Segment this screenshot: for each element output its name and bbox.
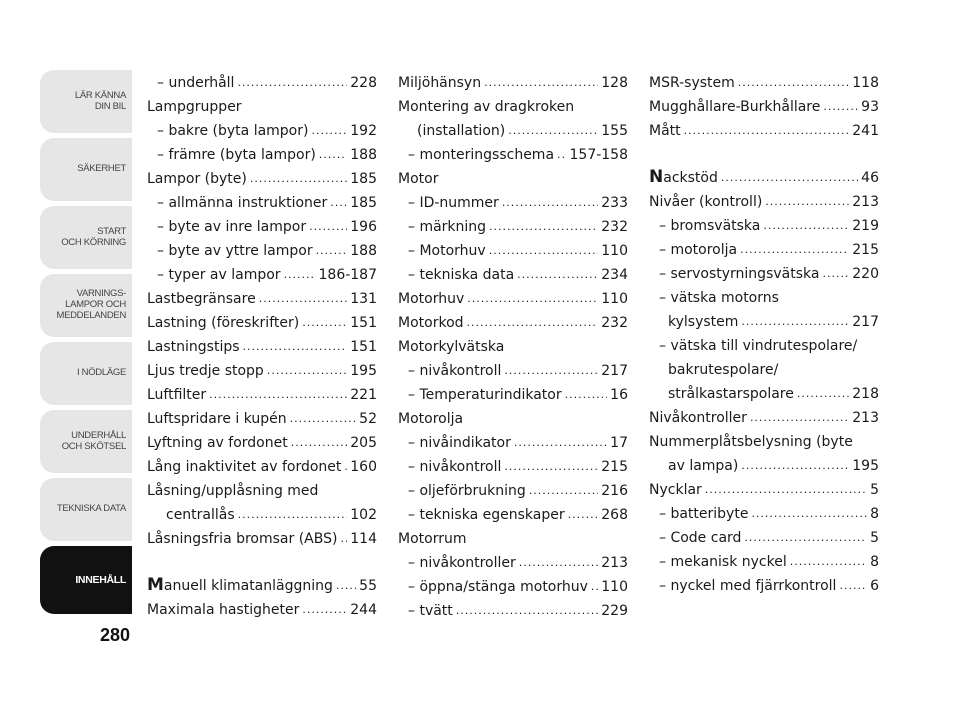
index-entry[interactable]: [147, 455, 377, 479]
index-entry-label: – nivåindikator: [408, 435, 511, 451]
index-entry[interactable]: [649, 310, 879, 334]
dot-leader: [741, 310, 849, 334]
index-entry-label: Nummerplåtsbelysning (byte: [649, 434, 853, 450]
index-entry-label: – nivåkontroller: [408, 555, 516, 571]
dot-leader: [565, 383, 608, 407]
index-entry-page: 93: [861, 99, 879, 115]
index-entry-page: 5: [870, 482, 879, 498]
index-entry-label: MSR-system: [649, 75, 735, 91]
index-entry-label: – nivåkontroll: [408, 363, 502, 379]
tab-underhall[interactable]: UNDERHÅLL OCH SKÖTSEL: [40, 410, 132, 473]
index-entry[interactable]: [649, 165, 879, 190]
index-entry-page: 52: [359, 411, 377, 427]
dot-leader: [751, 502, 867, 526]
index-entry-page: 218: [852, 386, 879, 402]
dot-leader: [529, 479, 598, 503]
index-entry-label: Lampor (byte): [147, 171, 247, 187]
index-entry[interactable]: [147, 527, 377, 551]
index-entry-page: 188: [350, 147, 377, 163]
dot-leader: [721, 166, 858, 190]
index-entry[interactable]: [398, 599, 628, 623]
index-entry[interactable]: [649, 214, 879, 238]
index-entry-label: – nivåkontroll: [408, 459, 502, 475]
index-entry[interactable]: [649, 502, 879, 526]
index-entry[interactable]: [398, 503, 628, 527]
index-entry-label: – byte av inre lampor: [157, 219, 307, 235]
index-entry[interactable]: [147, 143, 377, 167]
index-entry[interactable]: [398, 383, 628, 407]
index-entry-page: 102: [350, 507, 377, 523]
dot-leader: [209, 383, 347, 407]
index-entry-page: 228: [350, 75, 377, 91]
dot-leader: [740, 238, 849, 262]
index-entry-label: – vätska motorns: [659, 290, 779, 306]
index-entry-label: Nackstöd: [649, 167, 718, 187]
dot-leader: [765, 190, 849, 214]
dot-leader: [705, 478, 867, 502]
index-entry-label: – Temperaturindikator: [408, 387, 562, 403]
index-entry-page: 219: [852, 218, 879, 234]
index-entry[interactable]: [649, 526, 879, 550]
index-entry-page: 217: [852, 314, 879, 330]
index-entry[interactable]: [398, 551, 628, 575]
index-entry-page: 110: [601, 291, 628, 307]
index-entry-page: 46: [861, 170, 879, 186]
dot-leader: [456, 599, 598, 623]
dot-leader: [340, 527, 347, 551]
dot-leader: [504, 455, 598, 479]
index-entry-label: – mekanisk nyckel: [659, 554, 787, 570]
dot-leader: [504, 359, 598, 383]
index-entry-label: – monteringsschema: [408, 147, 555, 163]
tab-varningslampor[interactable]: VARNINGS- LAMPOR OCH MEDDELANDEN: [40, 274, 132, 337]
dot-leader: [790, 550, 867, 574]
index-entry-label: Luftspridare i kupén: [147, 411, 287, 427]
index-entry-label: – oljeförbrukning: [408, 483, 526, 499]
tab-start-och-korning[interactable]: START OCH KÖRNING: [40, 206, 132, 269]
index-entry-page: 229: [601, 603, 628, 619]
index-entry[interactable]: [649, 95, 879, 119]
index-entry-page: 6: [870, 578, 879, 594]
index-entry-label: Mått: [649, 123, 681, 139]
index-entry[interactable]: [398, 311, 628, 335]
index-entry-page: 216: [601, 483, 628, 499]
section-gap: [147, 551, 377, 573]
dot-leader: [316, 239, 348, 263]
dot-leader: [508, 119, 598, 143]
index-entry-page: 195: [852, 458, 879, 474]
dot-leader: [797, 382, 849, 406]
section-initial: N: [649, 167, 664, 187]
index-entry-page: 192: [350, 123, 377, 139]
dot-leader: [237, 71, 347, 95]
index-entry-page: 221: [350, 387, 377, 403]
index-entry-label: Lastbegränsare: [147, 291, 256, 307]
index-entry-label: Ljus tredje stopp: [147, 363, 264, 379]
index-entry-label: Lastningstips: [147, 339, 240, 355]
dot-leader: [489, 215, 598, 239]
index-entry[interactable]: [398, 143, 628, 167]
index-entry[interactable]: [147, 239, 377, 263]
index-entry-page: 217: [601, 363, 628, 379]
index-column-2: [398, 71, 628, 623]
dot-leader: [336, 574, 356, 598]
dot-leader: [557, 143, 566, 167]
index-entry-label: Lampgrupper: [147, 99, 242, 115]
index-entry-label: Nycklar: [649, 482, 702, 498]
dot-leader: [290, 407, 357, 431]
index-entry-page: 131: [350, 291, 377, 307]
index-entry[interactable]: [147, 335, 377, 359]
index-entry-page: 55: [359, 578, 377, 594]
index-entry[interactable]: [398, 263, 628, 287]
index-entry-page: 268: [601, 507, 628, 523]
dot-leader: [330, 191, 347, 215]
dot-leader: [823, 95, 858, 119]
index-entry-page: 155: [601, 123, 628, 139]
dot-leader: [484, 71, 598, 95]
index-entry-label: Låsning/upplåsning med: [147, 483, 319, 499]
index-entry-label: Motorolja: [398, 411, 464, 427]
dot-leader: [568, 503, 599, 527]
index-entry[interactable]: [398, 407, 628, 431]
index-entry-label: – motorolja: [659, 242, 738, 258]
index-entry-label: Lång inaktivitet av fordonet: [147, 459, 342, 475]
index-entry[interactable]: [649, 406, 879, 430]
index-entry-label: – typer av lampor: [157, 267, 281, 283]
dot-leader: [763, 214, 849, 238]
index-entry-label: – Motorhuv: [408, 243, 486, 259]
index-entry[interactable]: [147, 287, 377, 311]
index-entry[interactable]: [398, 335, 628, 359]
index-entry-page: 17: [610, 435, 628, 451]
index-entry[interactable]: [649, 550, 879, 574]
index-entry[interactable]: [147, 479, 377, 503]
dot-leader: [284, 263, 316, 287]
index-entry[interactable]: [147, 167, 377, 191]
index-entry-label: Lastning (föreskrifter): [147, 315, 300, 331]
index-entry[interactable]: [398, 479, 628, 503]
dot-leader: [250, 167, 347, 191]
index-entry[interactable]: [147, 119, 377, 143]
index-entry-label: – tekniska egenskaper: [408, 507, 565, 523]
index-entry-label: Motor: [398, 171, 439, 187]
tab-innehall[interactable]: INNEHÅLL: [40, 546, 132, 614]
index-entry[interactable]: [398, 119, 628, 143]
index-entry-label: – nyckel med fjärrkontroll: [659, 578, 837, 594]
dot-leader: [489, 239, 599, 263]
index-column-1: [147, 71, 377, 622]
index-entry-label: Lyftning av fordonet: [147, 435, 288, 451]
index-entry-page: 233: [601, 195, 628, 211]
index-entry[interactable]: [147, 191, 377, 215]
index-entry-page: 128: [601, 75, 628, 91]
dot-leader: [243, 335, 348, 359]
index-entry[interactable]: [147, 95, 377, 119]
index-entry[interactable]: [398, 71, 628, 95]
index-entry-page: 8: [870, 506, 879, 522]
index-entry-label: centrallås: [166, 507, 235, 523]
index-entry-label: av lampa): [668, 458, 739, 474]
dot-leader: [291, 431, 348, 455]
index-entry[interactable]: [649, 238, 879, 262]
index-entry-label: Manuell klimatanläggning: [147, 575, 333, 595]
index-entry-label: Nivåkontroller: [649, 410, 747, 426]
index-entry-page: 160: [350, 459, 377, 475]
chapter-tabs: [40, 70, 132, 619]
index-entry-page: 195: [350, 363, 377, 379]
index-entry-page: 213: [852, 194, 879, 210]
dot-leader: [738, 71, 849, 95]
index-entry-page: 234: [601, 267, 628, 283]
index-entry-page: 151: [350, 315, 377, 331]
index-entry-page: 185: [350, 195, 377, 211]
index-entry[interactable]: [147, 598, 377, 622]
index-entry-label: – tvätt: [408, 603, 453, 619]
index-entry-label: Montering av dragkroken: [398, 99, 575, 115]
index-entry[interactable]: [147, 263, 377, 287]
index-entry[interactable]: [147, 215, 377, 239]
index-entry-page: 157-158: [569, 147, 628, 163]
index-entry[interactable]: [147, 573, 377, 598]
index-entry[interactable]: [147, 383, 377, 407]
index-entry-label: – öppna/stänga motorhuv: [408, 579, 588, 595]
index-entry[interactable]: [398, 455, 628, 479]
index-entry-page: 8: [870, 554, 879, 570]
index-entry-label: kylsystem: [668, 314, 739, 330]
index-entry[interactable]: [649, 430, 879, 454]
dot-leader: [684, 119, 850, 143]
dot-leader: [514, 431, 607, 455]
index-entry-label: Motorrum: [398, 531, 467, 547]
dot-leader: [744, 526, 867, 550]
index-entry-label: – batteribyte: [659, 506, 749, 522]
index-entry-label: Miljöhänsyn: [398, 75, 482, 91]
index-entry-page: 215: [601, 459, 628, 475]
index-entry[interactable]: [147, 359, 377, 383]
index-entry-page: 186-187: [318, 267, 377, 283]
index-entry[interactable]: [147, 431, 377, 455]
dot-leader: [259, 287, 348, 311]
index-entry[interactable]: [649, 358, 879, 382]
index-entry[interactable]: [649, 382, 879, 406]
index-entry-label: – underhåll: [157, 75, 235, 91]
index-entry-page: 5: [870, 530, 879, 546]
index-entry[interactable]: [398, 287, 628, 311]
index-entry-label: – vätska till vindrutespolare/: [659, 338, 858, 354]
dot-leader: [302, 311, 347, 335]
dot-leader: [502, 191, 598, 215]
dot-leader: [839, 574, 867, 598]
index-entry-label: Mugghållare-Burkhållare: [649, 99, 821, 115]
index-entry[interactable]: [147, 71, 377, 95]
dot-leader: [591, 575, 598, 599]
index-entry-page: 213: [601, 555, 628, 571]
dot-leader: [519, 551, 598, 575]
index-entry[interactable]: [398, 167, 628, 191]
index-entry-page: 244: [350, 602, 377, 618]
index-entry-label: (installation): [417, 123, 506, 139]
index-entry-label: – ID-nummer: [408, 195, 499, 211]
index-entry[interactable]: [649, 262, 879, 286]
index-entry[interactable]: [398, 359, 628, 383]
index-entry[interactable]: [649, 478, 879, 502]
tab-i-nodlage[interactable]: I NÖDLÄGE: [40, 342, 132, 405]
index-entry-label: – främre (byta lampor): [157, 147, 316, 163]
section-initial: M: [147, 575, 164, 595]
index-entry-label: – tekniska data: [408, 267, 515, 283]
index-entry-page: 232: [601, 219, 628, 235]
dot-leader: [741, 454, 849, 478]
index-entry-page: 16: [610, 387, 628, 403]
page-number: 280: [100, 625, 131, 645]
index-entry-page: 215: [852, 242, 879, 258]
dot-leader: [750, 406, 849, 430]
index-entry-page: 110: [601, 243, 628, 259]
index-entry-page: 151: [350, 339, 377, 355]
index-entry-page: 232: [601, 315, 628, 331]
index-entry[interactable]: [398, 527, 628, 551]
index-entry-page: 118: [852, 75, 879, 91]
index-entry-label: – bakre (byta lampor): [157, 123, 309, 139]
index-entry[interactable]: [398, 431, 628, 455]
index-entry[interactable]: [649, 71, 879, 95]
index-entry-label: Låsningsfria bromsar (ABS): [147, 531, 338, 547]
index-entry-page: 114: [350, 531, 377, 547]
dot-leader: [467, 311, 599, 335]
index-entry-label: Motorkod: [398, 315, 464, 331]
dot-leader: [319, 143, 347, 167]
index-entry-label: Motorkylvätska: [398, 339, 505, 355]
index-entry[interactable]: [649, 334, 879, 358]
index-entry[interactable]: [649, 190, 879, 214]
dot-leader: [311, 119, 347, 143]
index-entry-page: 205: [350, 435, 377, 451]
dot-leader: [822, 262, 849, 286]
index-entry-page: 185: [350, 171, 377, 187]
index-entry-label: Motorhuv: [398, 291, 465, 307]
index-entry[interactable]: [147, 407, 377, 431]
section-gap: [649, 143, 879, 165]
tab-sakerhet[interactable]: SÄKERHET: [40, 138, 132, 201]
dot-leader: [302, 598, 347, 622]
index-entry-label: – allmänna instruktioner: [157, 195, 328, 211]
index-entry-page: 188: [350, 243, 377, 259]
index-entry-label: Nivåer (kontroll): [649, 194, 763, 210]
dot-leader: [267, 359, 347, 383]
index-entry-label: Luftfilter: [147, 387, 207, 403]
index-entry[interactable]: [649, 286, 879, 310]
index-entry-page: 110: [601, 579, 628, 595]
index-entry[interactable]: [649, 454, 879, 478]
index-entry[interactable]: [398, 575, 628, 599]
index-entry-page: 213: [852, 410, 879, 426]
index-entry-label: bakrutespolare/: [668, 362, 779, 378]
index-entry-label: – Code card: [659, 530, 742, 546]
index-entry[interactable]: [398, 191, 628, 215]
index-entry[interactable]: [398, 215, 628, 239]
index-entry[interactable]: [649, 119, 879, 143]
index-entry-label: strålkastarspolare: [668, 386, 794, 402]
index-entry[interactable]: [649, 574, 879, 598]
index-entry-label: – servostyrningsvätska: [659, 266, 820, 282]
dot-leader: [467, 287, 598, 311]
dot-leader: [517, 263, 598, 287]
index-entry-label: – bromsvätska: [659, 218, 761, 234]
dot-leader: [238, 503, 348, 527]
index-entry-label: – märkning: [408, 219, 487, 235]
dot-leader: [344, 455, 347, 479]
index-entry-page: 241: [852, 123, 879, 139]
tab-lar-kanna-din-bil[interactable]: LÄR KÄNNA DIN BIL: [40, 70, 132, 133]
index-column-3: [649, 71, 879, 598]
index-entry[interactable]: [147, 311, 377, 335]
index-entry-page: 220: [852, 266, 879, 282]
tab-tekniska-data[interactable]: TEKNISKA DATA: [40, 478, 132, 541]
index-entry-label: Maximala hastigheter: [147, 602, 300, 618]
index-entry[interactable]: [398, 239, 628, 263]
dot-leader: [309, 215, 347, 239]
index-entry-label: – byte av yttre lampor: [157, 243, 313, 259]
index-entry[interactable]: [398, 95, 628, 119]
index-entry-page: 196: [350, 219, 377, 235]
index-entry[interactable]: [147, 503, 377, 527]
